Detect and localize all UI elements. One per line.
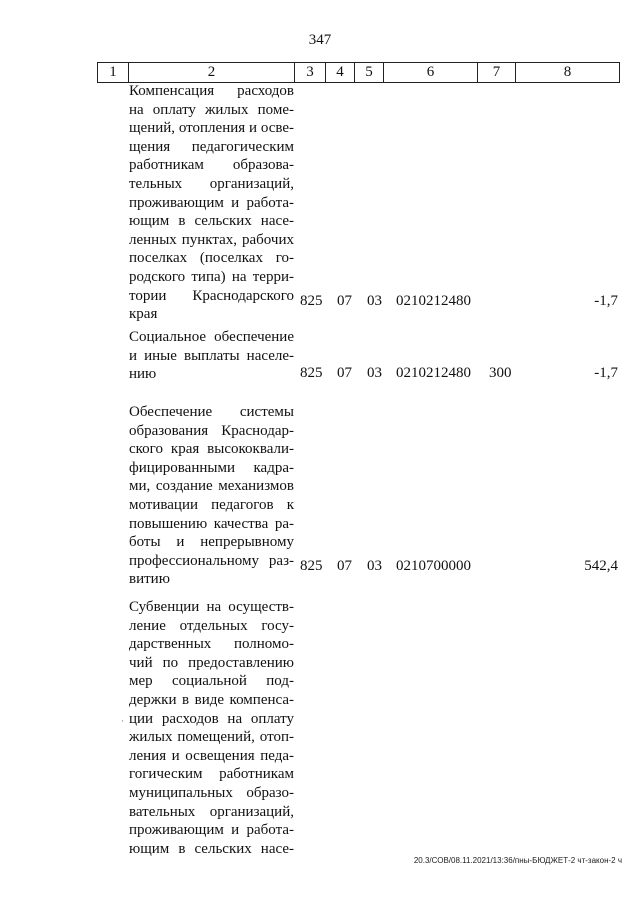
description-line: жилых помещений, отоп- bbox=[129, 729, 294, 746]
scan-mark: · bbox=[121, 716, 124, 726]
description-line: повышению качества ра- bbox=[129, 515, 294, 532]
description-line: профессиональному раз- bbox=[129, 552, 294, 569]
description-line: вательных организаций, bbox=[129, 803, 294, 820]
description-line: витию bbox=[129, 571, 170, 588]
column-header-table bbox=[97, 62, 620, 83]
description-line: проживающим и работа- bbox=[129, 194, 294, 211]
description-line: проживающим и работа- bbox=[129, 822, 294, 839]
description-line: ленных пунктах, рабочих bbox=[129, 231, 294, 248]
description-line: ления и освещения педа- bbox=[129, 747, 294, 764]
column-5-header: 5 bbox=[355, 63, 384, 83]
column-1-header: 1 bbox=[98, 63, 129, 83]
description-line: Субвенции на осуществ- bbox=[129, 599, 294, 615]
document-footer-stamp: 20.3/СОВ/08.11.2021/13:36/пны-БЮДЖЕТ-2 чт-закон-2 ч bbox=[413, 856, 622, 865]
cell-section: 07 bbox=[337, 558, 352, 574]
description-line: и иные выплаты населе- bbox=[129, 347, 294, 364]
cell-section: 07 bbox=[337, 293, 352, 309]
cell-subsection: 03 bbox=[367, 365, 382, 381]
description-line: края bbox=[129, 306, 158, 323]
description-line: мер социальной под- bbox=[129, 673, 294, 690]
description-line: тельных организаций, bbox=[129, 175, 294, 192]
cell-target-article: 0210212480 bbox=[396, 365, 471, 381]
description-line: Компенсация расходов bbox=[129, 83, 294, 99]
description-line: ление отдельных госу- bbox=[129, 617, 294, 634]
description-line: ции расходов на оплату bbox=[129, 710, 294, 727]
cell-target-article: 0210212480 bbox=[396, 293, 471, 309]
page-number: 347 bbox=[308, 32, 332, 48]
column-2-header: 2 bbox=[129, 63, 295, 83]
description-line: нию bbox=[129, 366, 157, 383]
column-3-header: 3 bbox=[295, 63, 326, 83]
description-line: мотивации педагогов к bbox=[129, 496, 294, 513]
row-description bbox=[129, 598, 294, 858]
cell-amount: 542,4 bbox=[584, 558, 618, 574]
description-line: дарственных полномо- bbox=[129, 636, 294, 653]
cell-ministry-code: 825 bbox=[300, 293, 323, 309]
cell-subsection: 03 bbox=[367, 558, 382, 574]
description-line: поселках (поселках го- bbox=[129, 250, 294, 267]
cell-amount: -1,7 bbox=[594, 365, 618, 381]
description-line: фицированными кадра- bbox=[129, 459, 294, 476]
cell-ministry-code: 825 bbox=[300, 365, 323, 381]
description-line: гогическим работникам bbox=[129, 766, 294, 783]
description-line: Обеспечение системы bbox=[129, 404, 294, 420]
row-description bbox=[129, 403, 294, 589]
cell-subsection: 03 bbox=[367, 293, 382, 309]
cell-expense-type: 300 bbox=[489, 365, 512, 381]
description-line: ми, создание механизмов bbox=[129, 478, 294, 495]
description-line: ского края высококвали- bbox=[129, 441, 294, 458]
description-line: муниципальных образо- bbox=[129, 784, 294, 801]
description-line: работникам образова- bbox=[129, 157, 294, 174]
description-line: ющим в сельских насе- bbox=[129, 840, 294, 857]
description-line: тории Краснодарского bbox=[129, 287, 294, 304]
description-line: чий по предоставлению bbox=[129, 654, 294, 671]
description-line: ющим в сельских насе- bbox=[129, 213, 294, 230]
cell-section: 07 bbox=[337, 365, 352, 381]
description-line: щений, отопления и осве- bbox=[129, 120, 294, 137]
column-4-header: 4 bbox=[326, 63, 355, 83]
description-line: родского типа) на терри- bbox=[129, 268, 294, 285]
description-line: щения педагогическим bbox=[129, 138, 294, 155]
column-7-header: 7 bbox=[478, 63, 516, 83]
description-line: образования Краснодар- bbox=[129, 422, 294, 439]
row-description bbox=[129, 82, 294, 324]
column-6-header: 6 bbox=[384, 63, 478, 83]
column-8-header: 8 bbox=[516, 63, 620, 83]
cell-target-article: 0210700000 bbox=[396, 558, 471, 574]
description-line: держки в виде компенса- bbox=[129, 691, 294, 708]
cell-ministry-code: 825 bbox=[300, 558, 323, 574]
description-line: Социальное обеспечение bbox=[129, 329, 294, 345]
row-description bbox=[129, 328, 294, 384]
description-line: боты и непрерывному bbox=[129, 534, 294, 551]
description-line: на оплату жилых поме- bbox=[129, 101, 294, 118]
cell-amount: -1,7 bbox=[594, 293, 618, 309]
